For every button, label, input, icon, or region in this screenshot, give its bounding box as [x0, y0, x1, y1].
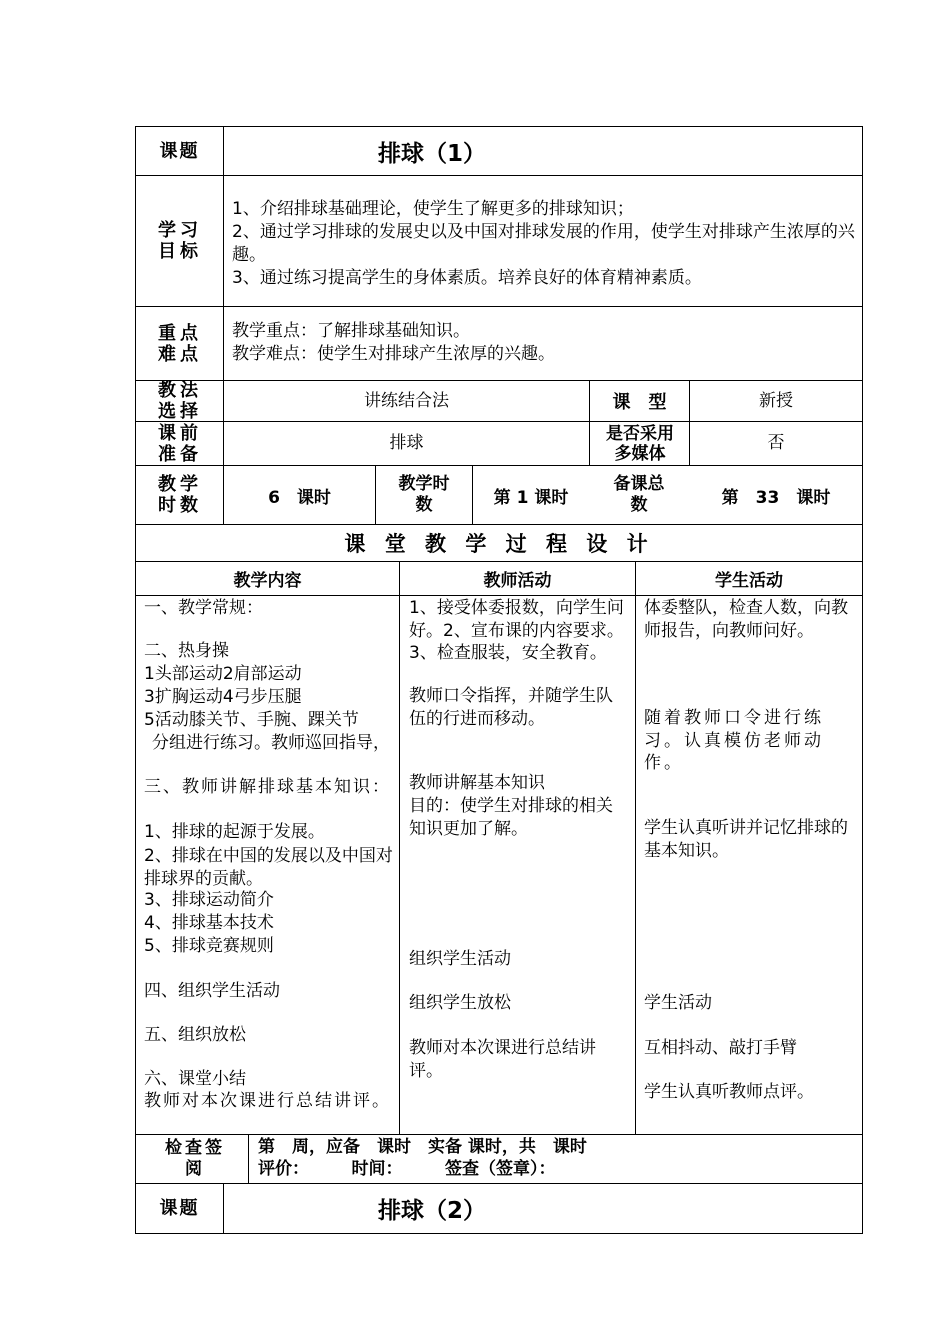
content-line: 六、课堂小结	[144, 1069, 246, 1089]
keypoint-item: 教学重点：了解排球基础知识。	[232, 321, 470, 341]
content-line: 三、教师讲解排球基本知识：	[144, 777, 391, 797]
type-label-text: 课 型	[612, 392, 667, 413]
student-activity: 互相抖动、敲打手臂	[644, 1038, 797, 1058]
content-line: 教师对本次课进行总结讲评。	[144, 1091, 391, 1111]
keypoint-label-text: 重点难点	[158, 322, 202, 365]
content-line: 分组进行练习。教师巡回指导，	[152, 733, 390, 753]
media-label	[598, 422, 682, 465]
teacher-activity: 组织学生活动	[409, 949, 511, 969]
method-value-text: 讲练结合法	[364, 390, 449, 411]
prep-value	[224, 422, 589, 465]
student-activity: 学生认真听教师点评。	[644, 1082, 814, 1102]
teacher-activity: 教师对本次课进行总结讲评。	[409, 1038, 596, 1081]
row-divider	[135, 1134, 863, 1135]
student-activity: 学生活动	[644, 993, 712, 1013]
topic2-title	[378, 1184, 678, 1233]
col-header-student-text: 学生活动	[715, 571, 783, 591]
table-border-bottom	[135, 1233, 863, 1234]
content-line: 1头部运动2肩部运动	[144, 664, 302, 684]
table-border-right	[862, 126, 863, 1234]
hours-label	[150, 466, 210, 524]
keypoint-item: 教学难点：使学生对排球产生浓厚的兴趣。	[232, 344, 555, 364]
hours-label-text: 教学时数	[158, 474, 202, 516]
col-divider	[375, 465, 376, 525]
content-line: 五、组织放松	[144, 1025, 246, 1045]
topic-title-text: 排球（1）	[378, 140, 487, 167]
objective-item: 1、介绍排球基础理论，使学生了解更多的排球知识；	[232, 199, 634, 219]
content-line: 二、热身操	[144, 641, 229, 661]
period-value	[473, 466, 589, 524]
topic-title	[378, 127, 678, 175]
hours-value-text: 6 课时	[268, 487, 331, 508]
col-divider	[248, 1134, 249, 1184]
topic2-title-text: 排球（2）	[378, 1198, 487, 1224]
check-line-1: 第 周，应备 课时 实备 课时，共 课时	[258, 1137, 587, 1157]
objective-item: 2、通过学习排球的发展史以及中国对排球发展的作用，使学生对排球产生浓厚的兴趣。	[232, 222, 855, 265]
col-header-content-text: 教学内容	[233, 571, 302, 591]
method-label-text: 教法选择	[158, 380, 202, 422]
type-label	[590, 381, 689, 421]
topic-label	[136, 127, 223, 175]
objective-list	[232, 198, 856, 290]
objective-label-text: 学习目标	[158, 220, 202, 262]
keypoint-list	[232, 320, 852, 366]
period-label-text: 教学时数	[398, 474, 450, 515]
check-line-2: 评价： 时间： 签查（签章）：	[258, 1159, 556, 1179]
total-value	[690, 466, 862, 524]
period-value-text: 第 1 课时	[493, 487, 569, 508]
hours-value	[224, 466, 375, 524]
col-divider	[399, 561, 400, 1135]
content-line: 5活动膝关节、手腕、踝关节	[144, 710, 359, 730]
prep-label-text: 课前准备	[158, 422, 202, 465]
student-activity: 随着教师口令进行练习。认真模仿老师动作。	[644, 708, 824, 773]
total-label	[612, 466, 666, 524]
teacher-activity: 教师口令指挥，并随学生队伍的行进而移动。	[409, 686, 613, 729]
content-line: 1、排球的起源于发展。	[144, 822, 325, 842]
design-title	[136, 525, 862, 561]
total-value-text: 第 33 课时	[721, 487, 831, 508]
row-divider	[135, 306, 863, 307]
check-label-text: 检查签阅	[165, 1138, 225, 1179]
type-value-text: 新授	[759, 390, 793, 411]
media-value	[690, 422, 862, 465]
content-line: 一、教学常规：	[144, 598, 263, 618]
media-value-text: 否	[767, 433, 785, 453]
col-divider	[635, 561, 636, 1135]
col-header-student	[636, 562, 862, 595]
period-label	[398, 466, 450, 524]
col-header-content	[136, 562, 399, 595]
content-line: 3、排球运动简介	[144, 890, 274, 910]
keypoint-label	[150, 307, 210, 380]
method-label	[150, 381, 210, 421]
student-activity: 学生认真听讲并记忆排球的基本知识。	[644, 818, 848, 861]
content-line: 2、排球在中国的发展以及中国对排球界的贡献。	[144, 846, 393, 889]
media-label-text: 是否采用多媒体	[606, 423, 674, 464]
student-activity: 体委整队，检查人数，向教师报告，向教师问好。	[644, 598, 848, 641]
topic-label-text: 课题	[159, 140, 200, 162]
col-header-teacher	[400, 562, 635, 595]
teacher-activity: 组织学生放松	[409, 993, 511, 1013]
check-label	[165, 1135, 225, 1183]
content-line: 3扩胸运动4弓步压腿	[144, 687, 302, 707]
teacher-activity: 1、接受体委报数，向学生问好。2、宣布课的内容要求。3、检查服装，安全教育。	[409, 598, 624, 663]
row-divider	[135, 175, 863, 176]
teacher-activity: 教师讲解基本知识	[409, 773, 545, 793]
col-divider	[223, 1183, 224, 1234]
col-header-teacher-text: 教师活动	[483, 571, 552, 591]
type-value	[690, 381, 862, 421]
content-line: 5、排球竞赛规则	[144, 936, 274, 956]
total-label-text: 备课总数	[613, 474, 665, 515]
objective-label	[150, 176, 210, 306]
content-line: 4、排球基本技术	[144, 913, 274, 933]
design-title-text: 课 堂 教 学 过 程 设 计	[344, 532, 654, 556]
topic2-label-text: 课题	[159, 1198, 200, 1219]
prep-value-text: 排球	[389, 433, 424, 453]
objective-item: 3、通过练习提高学生的身体素质。培养良好的体育精神素质。	[232, 268, 702, 288]
prep-label	[150, 422, 210, 465]
table-border-left	[135, 126, 136, 1234]
topic2-label	[136, 1184, 223, 1233]
row-divider	[135, 595, 863, 596]
content-line: 四、组织学生活动	[144, 981, 280, 1001]
teacher-activity: 目的：使学生对排球的相关知识更加了解。	[409, 796, 613, 839]
method-value	[224, 381, 589, 421]
